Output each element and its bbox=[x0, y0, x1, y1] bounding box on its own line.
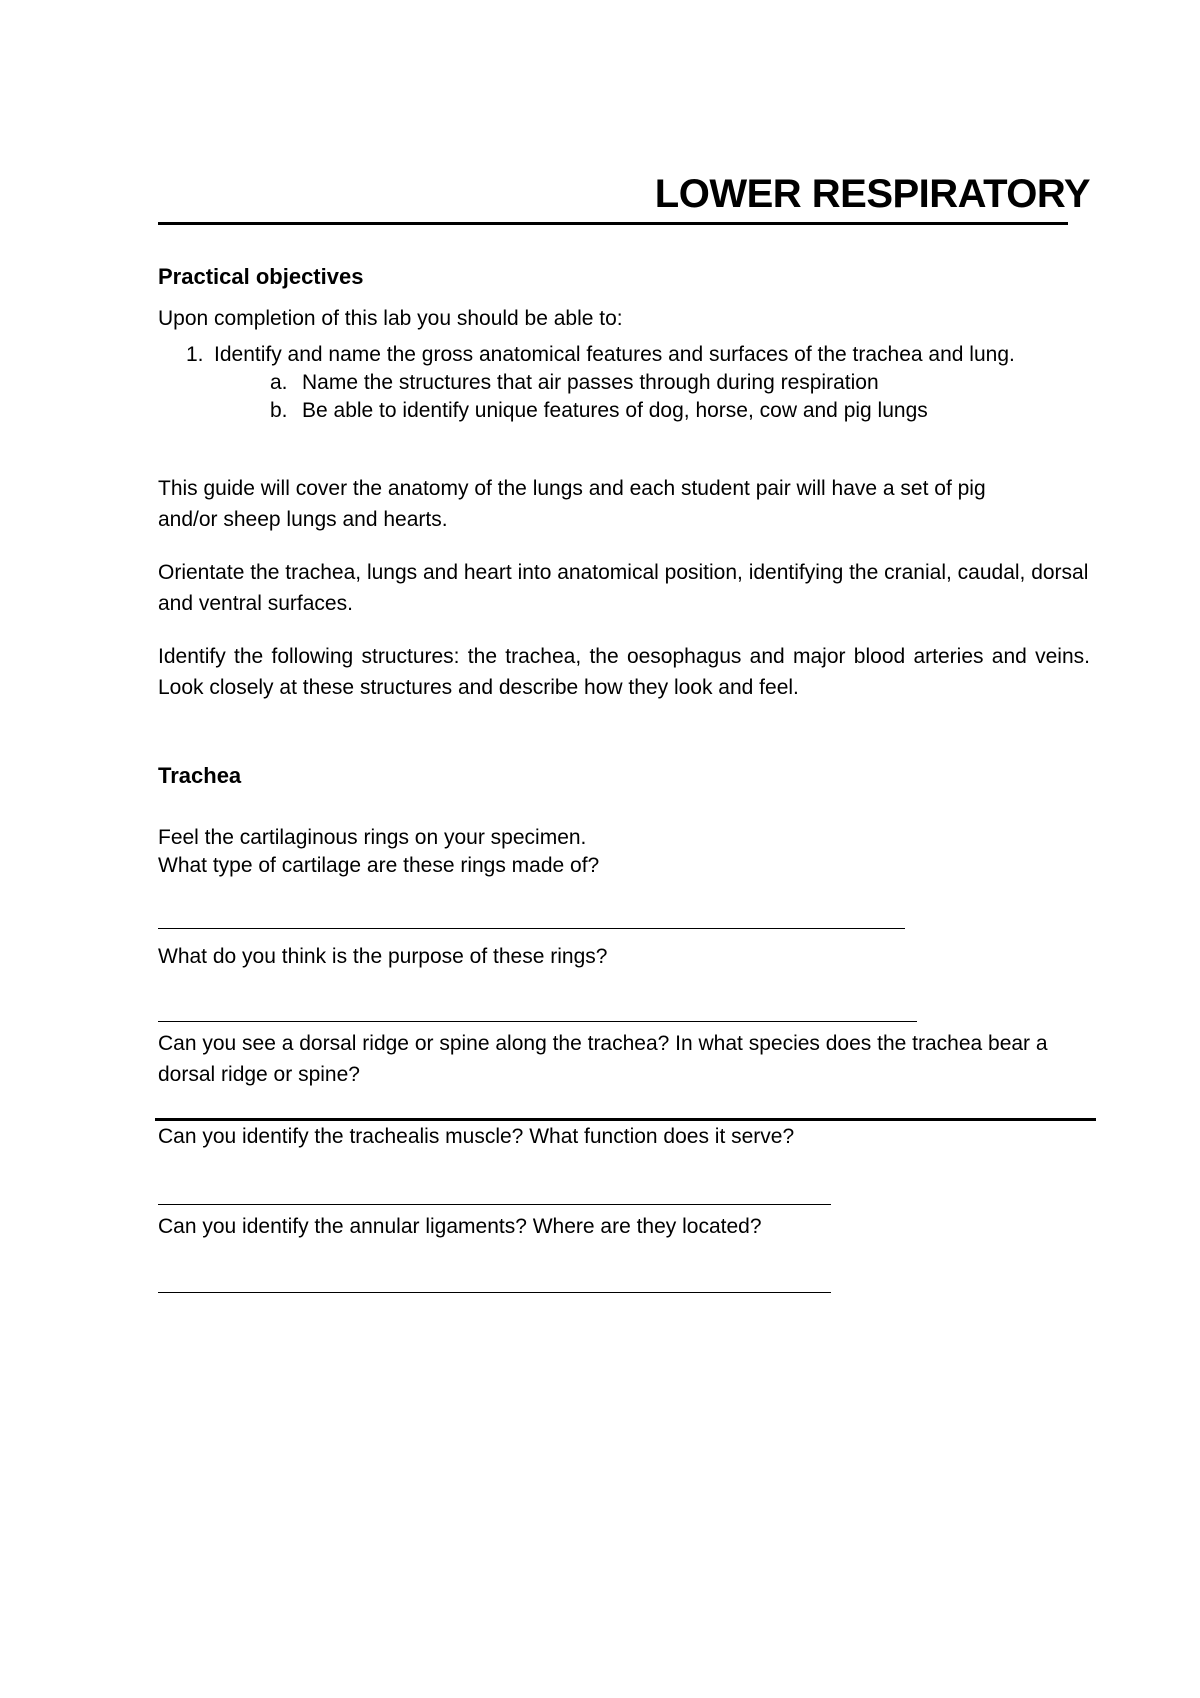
objectives-intro: Upon completion of this lab you should be able to: bbox=[158, 307, 623, 330]
objective-sub-b-text: Be able to identify unique features of dog, horse, cow and pig lungs bbox=[302, 399, 928, 422]
objective-sub-b bbox=[270, 395, 928, 426]
trachea-question-1: What type of cartilage are these rings made of? bbox=[158, 854, 600, 877]
objective-item-1-number: 1. bbox=[186, 343, 204, 366]
objective-sub-a bbox=[270, 367, 879, 398]
objective-item-1 bbox=[186, 339, 1015, 370]
objective-item-1-text: Identify and name the gross anatomical features and surfaces of the trachea and lung. bbox=[214, 343, 1015, 366]
objective-sub-b-label: b. bbox=[270, 399, 288, 422]
page-title: LOWER RESPIRATORY bbox=[654, 172, 1090, 216]
trachea-question-5: Can you identify the annular ligaments? Where are they located? bbox=[158, 1215, 762, 1238]
identify-paragraph: Identify the following structures: the trachea, the oesophagus and major blood arteries and veins. Look closely at these structures and describe how they look and feel. bbox=[158, 645, 1090, 699]
trachea-question-4: Can you identify the trachealis muscle? What function does it serve? bbox=[158, 1125, 795, 1148]
trachea-heading: Trachea bbox=[158, 763, 242, 788]
objective-sub-a-text: Name the structures that air passes through during respiration bbox=[302, 371, 879, 394]
trachea-feel-text: Feel the cartilaginous rings on your specimen. bbox=[158, 826, 587, 849]
trachea-question-2: What do you think is the purpose of these rings? bbox=[158, 945, 608, 968]
title-rule bbox=[158, 222, 1068, 225]
trachea-question-3: Can you see a dorsal ridge or spine along the trachea? In what species does the trachea bear a dorsal ridge or spine? bbox=[158, 1032, 1048, 1086]
objective-sub-a-label: a. bbox=[270, 371, 288, 394]
guide-paragraph: This guide will cover the anatomy of the lungs and each student pair will have a set of pig and/or sheep lungs and hearts. bbox=[158, 477, 986, 531]
answer-line-4[interactable] bbox=[158, 1204, 831, 1205]
answer-line-5[interactable] bbox=[158, 1292, 831, 1293]
answer-line-2[interactable] bbox=[158, 1021, 917, 1022]
objectives-heading: Practical objectives bbox=[158, 264, 364, 289]
answer-line-1[interactable] bbox=[158, 928, 905, 929]
orientate-paragraph: Orientate the trachea, lungs and heart into anatomical position, identifying the cranial, caudal, dorsal and ventral surfaces. bbox=[158, 561, 1089, 615]
